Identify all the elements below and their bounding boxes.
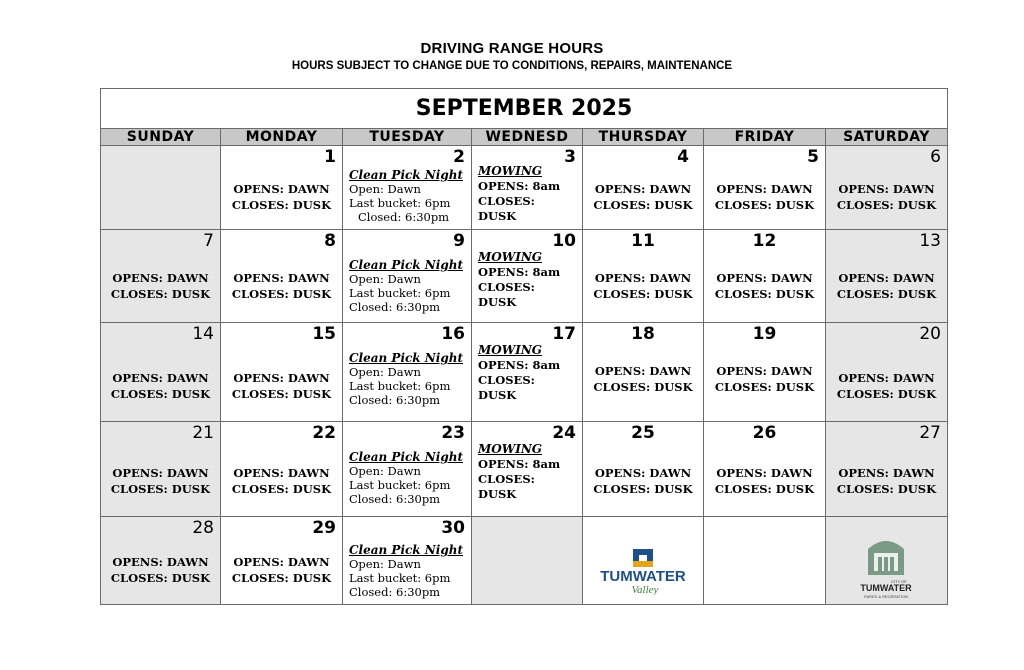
opens-label: OPENS: DAWN [838, 271, 935, 285]
hours-info [101, 555, 220, 586]
date-number: 3 [564, 147, 576, 167]
clean-pick-night-info [349, 258, 463, 314]
date-number: 27 [919, 423, 941, 443]
date-number: 28 [192, 518, 214, 538]
date-number: 19 [752, 324, 777, 344]
day-cell [583, 422, 704, 517]
last-bucket-time: Last bucket: 6pm [349, 196, 451, 210]
day-cell [826, 230, 947, 323]
mowing-label: MOWING [478, 343, 543, 357]
opens-label: OPENS: DAWN [594, 182, 692, 196]
closes-time: DUSK [478, 388, 517, 402]
date-number: 11 [631, 231, 655, 251]
closes-label: CLOSES: DUSK [110, 286, 211, 301]
day-cell [221, 230, 343, 323]
closes-label: CLOSES: DUSK [593, 286, 693, 301]
page-subtitle: HOURS SUBJECT TO CHANGE DUE TO CONDITIONS, REPAIRS, MAINTENANCE [291, 60, 733, 72]
hours-info [583, 466, 703, 497]
open-time: Open: Dawn [349, 464, 421, 478]
closes-time: DUSK [478, 295, 517, 309]
opens-label: OPENS: DAWN [233, 371, 330, 385]
opens-label: OPENS: DAWN [112, 466, 209, 480]
day-cell [343, 422, 472, 517]
hours-info [583, 271, 703, 302]
closed-time: Closed: 6:30pm [358, 210, 450, 224]
opens-label: OPENS: DAWN [716, 466, 813, 480]
closes-label: CLOSES: DUSK [110, 570, 211, 585]
opens-label: OPENS: DAWN [716, 182, 813, 196]
date-number: 9 [453, 231, 465, 251]
closes-label: CLOSES: DUSK [593, 379, 693, 394]
mowing-info [478, 442, 560, 502]
closes-label: CLOSES: DUSK [836, 481, 937, 496]
opens-label: OPENS: DAWN [233, 466, 330, 480]
date-number: 20 [919, 324, 941, 344]
day-header-saturday: SATURDAY [826, 129, 947, 146]
date-number: 16 [441, 324, 465, 344]
day-cell [472, 422, 583, 517]
closes-label: CLOSES: DUSK [231, 286, 332, 301]
day-header-wednesday: WEDNESD [472, 129, 583, 146]
date-number: 4 [677, 147, 689, 167]
date-number: 29 [312, 518, 336, 538]
hours-info [704, 182, 825, 213]
closes-label: CLOSES: DUSK [836, 197, 937, 212]
opens-label: OPENS: DAWN [594, 271, 692, 285]
last-bucket-time: Last bucket: 6pm [349, 286, 451, 300]
date-number: 18 [631, 324, 655, 344]
mowing-info [478, 343, 560, 403]
opens-label: OPENS: DAWN [594, 466, 692, 480]
day-cell [704, 422, 826, 517]
clean-pick-night-info [349, 543, 463, 599]
closes-label: CLOSES: DUSK [110, 386, 211, 401]
mowing-info [478, 164, 560, 224]
hours-info [704, 466, 825, 497]
day-cell [704, 323, 826, 422]
calendar [100, 88, 948, 605]
day-cell [221, 146, 343, 230]
hours-info [221, 271, 342, 302]
hours-info [826, 271, 947, 302]
closed-time: Closed: 6:30pm [349, 300, 441, 314]
logo-name: TUMWATER [600, 568, 686, 585]
opens-time: OPENS: 8am [478, 457, 561, 471]
closes-label: CLOSES: [478, 373, 535, 387]
day-cell [583, 323, 704, 422]
opens-label: OPENS: DAWN [233, 271, 330, 285]
closes-label: CLOSES: DUSK [231, 386, 332, 401]
clean-pick-night-info [349, 450, 463, 506]
closes-label: CLOSES: DUSK [836, 386, 937, 401]
empty-cell [101, 146, 221, 230]
date-number: 15 [312, 324, 336, 344]
date-number: 1 [324, 147, 336, 167]
day-cell [826, 146, 947, 230]
last-bucket-time: Last bucket: 6pm [349, 571, 451, 585]
day-cell [101, 517, 221, 604]
hours-info [826, 371, 947, 402]
day-header-tuesday: TUESDAY [343, 129, 472, 146]
day-cell [826, 422, 947, 517]
page-title: DRIVING RANGE HOURS [420, 40, 604, 57]
logo-tagline: PARKS & RECREATION [863, 594, 909, 599]
date-number: 23 [441, 423, 465, 443]
hours-info [101, 271, 220, 302]
day-cell [583, 146, 704, 230]
day-cell [221, 323, 343, 422]
date-number: 6 [930, 147, 941, 167]
tumwater-valley-logo [587, 547, 699, 595]
day-cell [101, 323, 221, 422]
hours-info [101, 371, 220, 402]
closed-time: Closed: 6:30pm [349, 393, 441, 407]
closes-label: CLOSES: DUSK [714, 481, 815, 496]
day-cell [472, 323, 583, 422]
opens-label: OPENS: DAWN [716, 271, 813, 285]
closes-label: CLOSES: [478, 194, 535, 208]
hours-info [101, 466, 220, 497]
hours-info [221, 182, 342, 213]
date-number: 2 [453, 147, 465, 167]
closes-label: CLOSES: DUSK [714, 197, 815, 212]
hours-info [704, 364, 825, 395]
empty-cell [583, 517, 704, 604]
day-cell [343, 146, 472, 230]
day-cell [101, 422, 221, 517]
empty-cell [826, 517, 947, 604]
mowing-info [478, 250, 560, 310]
opens-label: OPENS: DAWN [838, 371, 935, 385]
closes-label: CLOSES: DUSK [593, 197, 693, 212]
logo-tagline: Valley [631, 584, 659, 595]
date-number: 14 [192, 324, 214, 344]
day-cell [472, 230, 583, 323]
day-cell [221, 422, 343, 517]
clean-pick-night-label: Clean Pick Night [349, 351, 463, 365]
date-number: 30 [441, 518, 465, 538]
hours-info [221, 555, 342, 586]
closes-label: CLOSES: DUSK [231, 570, 332, 585]
open-time: Open: Dawn [349, 365, 421, 379]
day-cell [704, 230, 826, 323]
opens-label: OPENS: DAWN [838, 182, 935, 196]
tumwater-parks-logo [826, 535, 946, 605]
opens-label: OPENS: DAWN [112, 555, 209, 569]
date-number: 8 [324, 231, 336, 251]
clean-pick-night-info [349, 168, 463, 224]
open-time: Open: Dawn [349, 272, 421, 286]
closes-time: DUSK [478, 487, 517, 501]
last-bucket-time: Last bucket: 6pm [349, 379, 451, 393]
date-number: 21 [192, 423, 214, 443]
logo-small-top: CITY OF [891, 579, 907, 584]
day-header-monday: MONDAY [221, 129, 343, 146]
day-cell [221, 517, 343, 604]
day-cell [343, 230, 472, 323]
date-number: 7 [203, 231, 214, 251]
logo-name: TUMWATER [860, 583, 912, 593]
date-number: 12 [752, 231, 777, 251]
mowing-label: MOWING [478, 164, 543, 178]
opens-label: OPENS: DAWN [838, 466, 935, 480]
clean-pick-night-label: Clean Pick Night [349, 258, 463, 272]
opens-time: OPENS: 8am [478, 179, 561, 193]
day-cell [101, 230, 221, 323]
day-header-friday: FRIDAY [704, 129, 826, 146]
closes-label: CLOSES: DUSK [714, 379, 815, 394]
open-time: Open: Dawn [349, 557, 421, 571]
mowing-label: MOWING [478, 250, 543, 264]
day-cell [343, 323, 472, 422]
day-cell [826, 323, 947, 422]
empty-cell [704, 517, 826, 604]
day-cell [704, 146, 826, 230]
hours-info [826, 182, 947, 213]
closed-time: Closed: 6:30pm [349, 585, 441, 599]
month-label: SEPTEMBER 2025 [101, 89, 947, 129]
open-time: Open: Dawn [349, 182, 421, 196]
date-number: 13 [919, 231, 941, 251]
closes-label: CLOSES: DUSK [231, 481, 332, 496]
hours-info [583, 364, 703, 395]
last-bucket-time: Last bucket: 6pm [349, 478, 451, 492]
date-number: 24 [552, 423, 576, 443]
date-number: 26 [752, 423, 777, 443]
opens-time: OPENS: 8am [478, 265, 561, 279]
mowing-label: MOWING [478, 442, 543, 456]
opens-label: OPENS: DAWN [233, 182, 330, 196]
closes-label: CLOSES: [478, 472, 535, 486]
day-cell [343, 517, 472, 604]
hours-info [826, 466, 947, 497]
closes-label: CLOSES: DUSK [714, 286, 815, 301]
date-number: 5 [807, 147, 819, 167]
closes-label: CLOSES: DUSK [593, 481, 693, 496]
clean-pick-night-label: Clean Pick Night [349, 168, 463, 182]
opens-label: OPENS: DAWN [112, 271, 209, 285]
date-number: 25 [631, 423, 655, 443]
opens-label: OPENS: DAWN [112, 371, 209, 385]
opens-label: OPENS: DAWN [716, 364, 813, 378]
hours-info [704, 271, 825, 302]
day-header-sunday: SUNDAY [101, 129, 221, 146]
closes-label: CLOSES: DUSK [110, 481, 211, 496]
clean-pick-night-label: Clean Pick Night [349, 543, 463, 557]
closes-label: CLOSES: DUSK [836, 286, 937, 301]
hours-info [221, 466, 342, 497]
clean-pick-night-label: Clean Pick Night [349, 450, 463, 464]
date-number: 10 [552, 231, 576, 251]
clean-pick-night-info [349, 351, 463, 407]
day-cell [472, 146, 583, 230]
closed-time: Closed: 6:30pm [349, 492, 441, 506]
closes-label: CLOSES: DUSK [231, 197, 332, 212]
empty-cell [472, 517, 583, 604]
hours-info [221, 371, 342, 402]
closes-label: CLOSES: [478, 280, 535, 294]
opens-label: OPENS: DAWN [233, 555, 330, 569]
hours-info [583, 182, 703, 213]
date-number: 22 [312, 423, 336, 443]
day-header-thursday: THURSDAY [583, 129, 704, 146]
closes-time: DUSK [478, 209, 517, 223]
opens-label: OPENS: DAWN [594, 364, 692, 378]
opens-time: OPENS: 8am [478, 358, 561, 372]
date-number: 17 [552, 324, 576, 344]
day-cell [583, 230, 704, 323]
